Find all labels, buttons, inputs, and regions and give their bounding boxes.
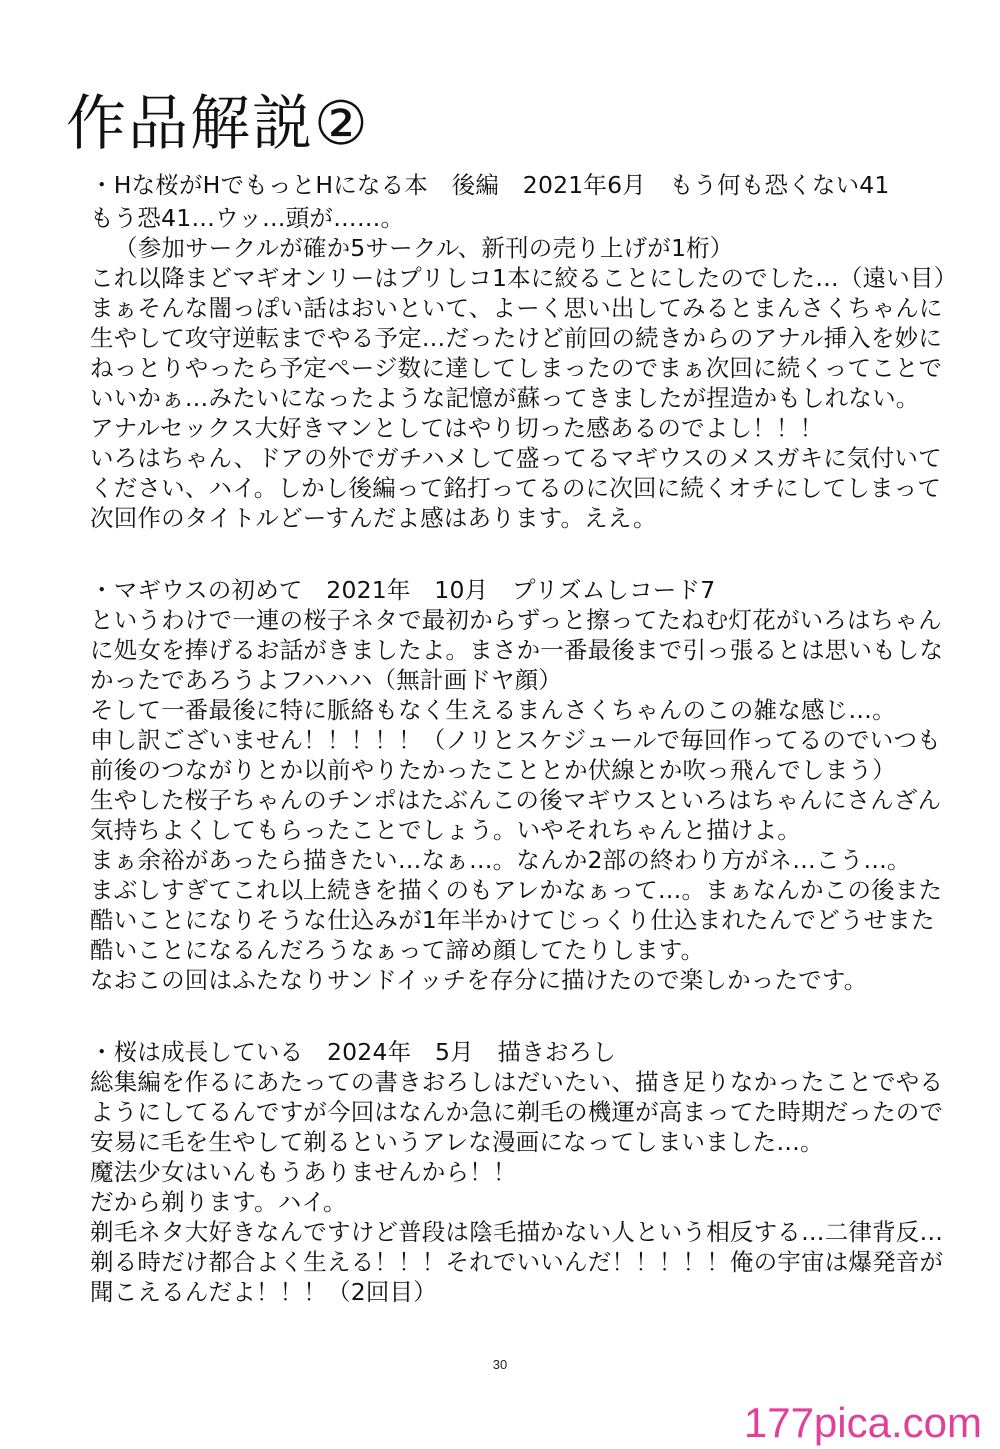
section-1-line-7: いいかぁ…みたいになったような記憶が蘇ってきましたが捏造かもしれない。 <box>90 384 920 412</box>
section-2-line-13: なおこの回はふたなりサンドイッチを存分に描けたので楽しかったです。 <box>90 966 868 994</box>
section-2-line-9: まぁ余裕があったら描きたい…なぁ…。なんか2部の終わり方がネ…こう…。 <box>90 846 911 874</box>
section-2-line-2: に処女を捧げるお話がきましたよ。まさか一番最後まで引っ張るとは思いもしな <box>90 636 944 664</box>
section-1-line-2: （参加サークルが確か5サークル、新刊の売り上げが1桁） <box>114 234 734 262</box>
section-3-line-6: 剃毛ネタ大好きなんですけど普段は陰毛描かない人という相反する…二律背反… <box>90 1218 944 1246</box>
section-1-line-5: 生やして攻守逆転までやる予定…だったけど前回の続きからのアナル挿入を妙に <box>90 324 943 352</box>
section-1-heading: ・Hな桜がHでもっとHになる本 後編 2021年6月 もう何も恐くない41 <box>90 171 890 199</box>
section-3-line-1: 総集編を作るにあたっての書きおろしはだいたい、描き足りなかったことでやる <box>90 1068 944 1096</box>
section-2-line-1: というわけで一連の桜子ネタで最初からずっと擦ってたねむ灯花がいろはちゃん <box>90 606 942 634</box>
section-2-line-11: 酷いことになりそうな仕込みが1年半かけてじっくり仕込まれたんでどうせまた <box>90 906 935 934</box>
section-3-line-2: ようにしてるんですが今回はなんか急に剃毛の機運が高まってた時期だったので <box>90 1098 944 1126</box>
section-2-line-10: まぶしすぎてこれ以上続きを描くのもアレかなぁって…。まぁなんかこの後また <box>90 876 943 904</box>
section-1-line-9: いろはちゃん、ドアの外でガチハメして盛ってるマギウスのメスガキに気付いて <box>90 444 942 472</box>
section-3-line-7: 剃る時だけ都合よく生える！！！それでいいんだ！！！！！俺の宇宙は爆発音が <box>90 1248 944 1276</box>
section-2-line-8: 気持ちよくしてもらったことでしょう。いやそれちゃんと描けよ。 <box>90 816 801 844</box>
section-1-line-3: これ以降まどマギオンリーはプリしコ1本に絞ることにしたのでした…（遠い目） <box>90 264 958 292</box>
section-2-line-7: 生やした桜子ちゃんのチンポはたぶんこの後マギウスといろはちゃんにさんざん <box>90 786 942 814</box>
page-number: 30 <box>492 1357 508 1372</box>
section-2-heading: ・マギウスの初めて 2021年 10月 プリズムしコード7 <box>90 576 716 604</box>
section-2-line-12: 酷いことになるんだろうなぁって諦め顔してたりします。 <box>90 936 705 964</box>
section-1-line-6: ねっとりやったら予定ページ数に達してしまったのでまぁ次回に続くってことで <box>90 354 943 382</box>
section-3-line-8: 聞こえるんだよ！！！（2回目） <box>90 1278 437 1306</box>
watermark: 177pica.com <box>743 1399 982 1446</box>
section-2-line-3: かったであろうよフハハハ（無計画ドヤ顔） <box>90 666 563 694</box>
section-3-heading: ・桜は成長している 2024年 5月 描きおろし <box>90 1038 617 1066</box>
section-3-line-4: 魔法少女はいんもうありませんから！！ <box>90 1158 517 1186</box>
section-1-line-11: 次回作のタイトルどーすんだよ感はあります。ええ。 <box>90 504 657 532</box>
section-3-line-5: だから剃ります。ハイ。 <box>90 1188 347 1216</box>
section-3-line-3: 安易に毛を生やして剃るというアレな漫画になってしまいました…。 <box>90 1128 824 1156</box>
section-1-line-1: もう恐41…ウッ…頭が……。 <box>90 204 405 232</box>
page-title: 作品解説② <box>66 89 370 159</box>
section-2-line-6: 前後のつながりとか以前やりたかったこととか伏線とか吹っ飛んでしまう） <box>90 756 896 784</box>
section-2-line-5: 申し訳ございません！！！！！（ノリとスケジュールで毎回作ってるのでいつも <box>90 726 941 754</box>
section-1-line-10: ください、ハイ。しかし後編って銘打ってるのに次回に続くオチにしてしまって <box>90 474 942 502</box>
section-1-line-4: まぁそんな闇っぽい話はおいといて、よーく思い出してみるとまんさくちゃんに <box>90 294 943 322</box>
section-2-line-4: そして一番最後に特に脈絡もなく生えるまんさくちゃんのこの雑な感じ…。 <box>90 696 896 724</box>
section-1-line-8: アナルセックス大好きマンとしてはやり切った感あるのでよし！！！ <box>90 414 824 442</box>
